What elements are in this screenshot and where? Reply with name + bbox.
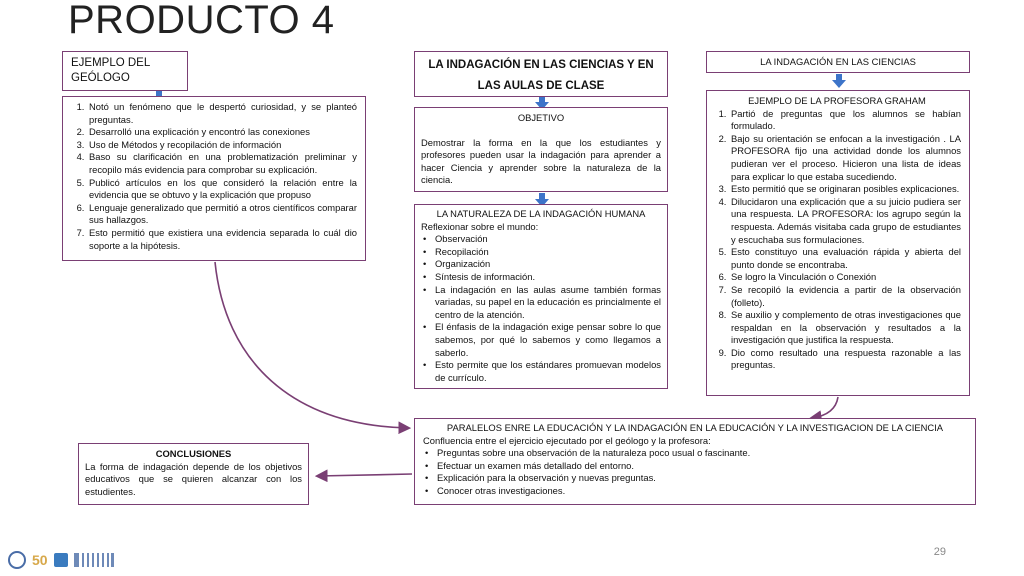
list-item: • Síntesis de información. [421,271,661,284]
list-item: 7. Esto permitió que existiera una evidencia separada lo cuál dio soporte a la hipótesis. [87,227,357,252]
slide-title: PRODUCTO 4 [68,0,335,42]
list-item: • Organización [421,258,661,271]
objetivo-text: Demostrar la forma en la que los estudiantes y profesores pueden usar la indagación para aprender a hacer Ciencia y aprender sobre la naturaleza de la ciencia. [421,136,661,186]
naturaleza-intro: Reflexionar sobre el mundo: [421,220,539,232]
graham-header-box [706,51,970,73]
list-item: • Preguntas sobre una observación de la naturaleza poco usual o fascinante. [423,447,967,460]
paralelos-box [414,418,976,505]
conclusiones-title: CONCLUSIONES [155,448,232,459]
graham-title: EJEMPLO DE LA PROFESORA GRAHAM [748,95,926,106]
objetivo-box [414,107,668,192]
objetivo-title: OBJETIVO [517,112,565,123]
list-item: 3. Esto permitió que se originaran posibles explicaciones. [729,183,961,196]
list-item: • Conocer otras investigaciones. [423,485,967,498]
list-item: 9. Dio como resultado una respuesta razonable a las preguntas. [729,347,961,372]
center-header-box [414,51,668,97]
paralelos-list [423,447,967,497]
naturaleza-title: LA NATURALEZA DE LA INDAGACIÓN HUMANA [436,208,646,219]
list-item: 5. Publicó artículos en los que consideró la relación entre la evidencia que se obtuvo y la explicación que propuso [87,177,357,202]
center-header: LA INDAGACIÓN EN LAS CIENCIAS Y EN LAS AULAS DE CLASE [428,59,654,92]
list-item: • Recopilación [421,246,661,259]
list-item: • Observación [421,233,661,246]
list-item: 3. Uso de Métodos y recopilación de información [87,139,357,152]
list-item: 1. Partió de preguntas que los alumnos se habían formulado. [729,108,961,133]
list-item: 2. Bajo su orientación se enfocan a la investigación . LA PROFESORA fijo una actividad donde los alumnos pudieran ver el proceso. Hicieron una lista de ideas para explicar lo que estaba sucediendo. [729,133,961,183]
geologo-to-paralelos-connector [215,262,408,428]
list-item: 1. Notó un fenómeno que le despertó curiosidad, y se planteó preguntas. [87,101,357,126]
list-item: 6. Lenguaje generalizado que permitió a otros científicos comparar sus hallazgos. [87,202,357,227]
barcode-logo-icon [74,553,114,567]
list-item: 4. Dilucidaron una explicación que a su juicio pudiera ser una respuesta. LA PROFESORA: los agrupo según la respuesta. Además visitaba cada grupo de estudiantes y escuchaba sus formulaciones. [729,196,961,246]
list-item: • Efectuar un examen más detallado del entorno. [423,460,967,473]
list-item: • El énfasis de la indagación exige pensar sobre lo que sabemos, por qué lo sabemos y como llegamos a saberlo. [421,321,661,359]
institution-logo-icon [54,553,68,567]
paralelos-to-conclusiones-arrow [318,474,412,476]
down-arrow-icon [832,74,846,88]
list-item: • La indagación en las aulas asume también formas variadas, su papel en la educación es princialmente el centro de la atención. [421,284,661,322]
paralelos-title: PARALELOS ENRE LA EDUCACIÓN Y LA INDAGACIÓN EN LA EDUCACIÓN Y LA INVESTIGACION DE LA CIENCIA [446,422,944,433]
naturaleza-list [421,233,661,384]
list-item: 4. Baso su clarificación en una problematización preliminar y recopilo más evidencia para comprobar su explicación. [87,151,357,176]
graham-list [713,108,961,372]
list-item: • Explicación para la observación y nuevas preguntas. [423,472,967,485]
footer-logos [8,550,114,570]
conclusiones-text: La forma de indagación depende de los objetivos educativos que se quieren alcanzar con los estudientes. [85,460,302,497]
list-item: 8. Se auxilio y complemento de otras investigaciones que respaldan en la observación y resultados a la investigación que justifica la respuesta. [729,309,961,347]
list-item: 7. Se recopiló la evidencia a partir de la observación (folleto). [729,284,961,309]
list-item: • Esto permite que los estándares promuevan modelos de currículo. [421,359,661,384]
graham-header: LA INDAGACIÓN EN LAS CIENCIAS [760,56,916,67]
paralelos-intro: Confluencia entre el ejercicio ejecutado por el geólogo y la profesora: [423,434,711,446]
geologo-list-box [62,96,366,261]
list-item: 5. Esto constituyo una evaluación rápida y abierta del punto donde se encontraba. [729,246,961,271]
list-item: 6. Se logro la Vinculación o Conexión [729,271,961,284]
naturaleza-box [414,204,668,389]
geologo-header-box [62,51,188,91]
geologo-header: EJEMPLO DEL GEÓLOGO [71,57,150,84]
page-number: 29 [933,546,946,558]
graham-list-box [706,90,970,396]
geologo-list [71,101,357,252]
anniversary-logo-icon: 50 [32,552,48,568]
university-seal-icon [8,551,26,569]
graham-to-paralelos-connector [812,397,838,418]
conclusiones-box [78,443,309,505]
list-item: 2. Desarrolló una explicación y encontró las conexiones [87,126,357,139]
